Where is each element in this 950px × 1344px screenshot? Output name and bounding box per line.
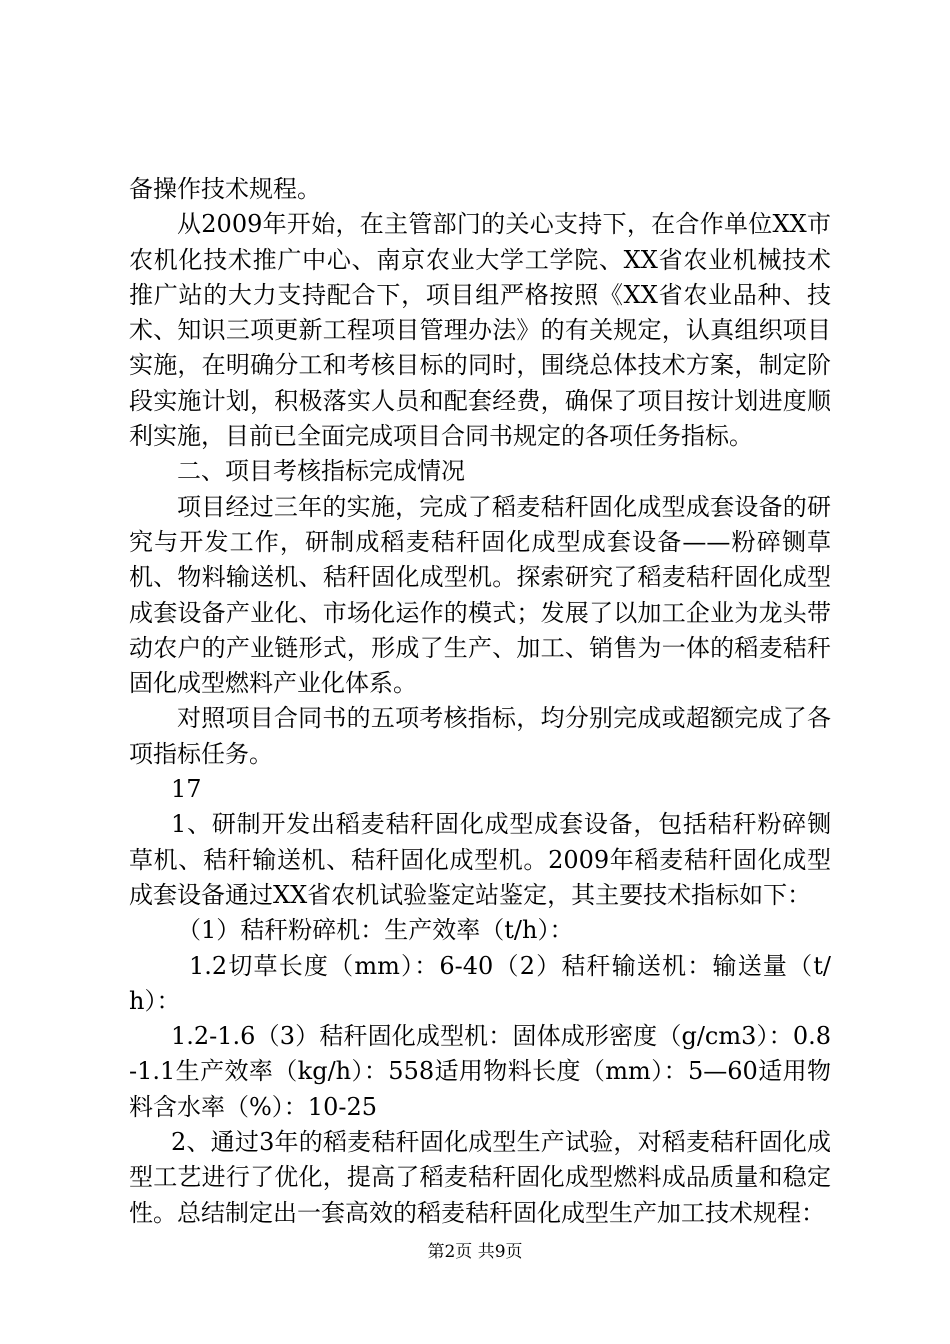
- page-number-label: 第2页 共9页: [427, 1242, 523, 1262]
- paragraph-contract-indicators: 对照项目合同书的五项考核指标，均分别完成或超额完成了各项指标任务。: [129, 704, 831, 768]
- spec-line-molding-machine: 1.2-1.6（3）秸秆固化成型机：固体成形密度（g/cm3）：0.8-1.1生产效率（kg/h）：558适用物料长度（mm）：5—60适用物料含水率（%）：10-25: [129, 1022, 831, 1121]
- document-body: [129, 172, 831, 1231]
- paragraph-project-background: 从2009年开始，在主管部门的关心支持下，在合作单位XX市农机化技术推广中心、南京农业大学工学院、XX省农业机械技术推广站的大力支持配合下，项目组严格按照《XX省农业品种、技术、知识三项更新工程项目管理办法》的有关规定，认真组织项目实施，在明确分工和考核目标的同时，围绕总体技术方案，制定阶段实施计划，积极落实人员和配套经费，确保了项目按计划进度顺利实施，目前已全面完成项目合同书规定的各项任务指标。: [129, 210, 831, 451]
- page-footer: [0, 1240, 950, 1264]
- paragraph-project-results: 项目经过三年的实施，完成了稻麦秸秆固化成型成套设备的研究与开发工作，研制成稻麦秸秆固化成型成套设备——粉碎铡草机、物料输送机、秸秆固化成型机。探索研究了稻麦秸秆固化成型成套设备产业化、市场化运作的模式；发展了以加工企业为龙头带动农户的产业链形式，形成了生产、加工、销售为一体的稻麦秸秆固化成型燃料产业化体系。: [129, 492, 831, 698]
- paragraph-continuation: 备操作技术规程。: [129, 175, 321, 203]
- spec-line-crusher: （1）秸秆粉碎机：生产效率（t/h）：: [177, 916, 574, 945]
- section-heading-assessment: 二、项目考核指标完成情况: [177, 457, 465, 486]
- page-marker-number: 17: [171, 775, 202, 804]
- spec-line-conveyor: 1.2切草长度（mm）：6-40（2）秸秆输送机：输送量（t/h）：: [129, 951, 831, 1015]
- paragraph-item-1: 1、研制开发出稻麦秸秆固化成型成套设备，包括秸秆粉碎铡草机、秸秆输送机、秸秆固化成型机。2009年稻麦秸秆固化成型成套设备通过XX省农机试验鉴定站鉴定，其主要技术指标如下：: [129, 810, 831, 909]
- paragraph-item-2: 2、通过3年的稻麦秸秆固化成型生产试验，对稻麦秸秆固化成型工艺进行了优化，提高了稻麦秸秆固化成型燃料成品质量和稳定性。总结制定出一套高效的稻麦秸秆固化成型生产加工技术规程：: [129, 1128, 831, 1227]
